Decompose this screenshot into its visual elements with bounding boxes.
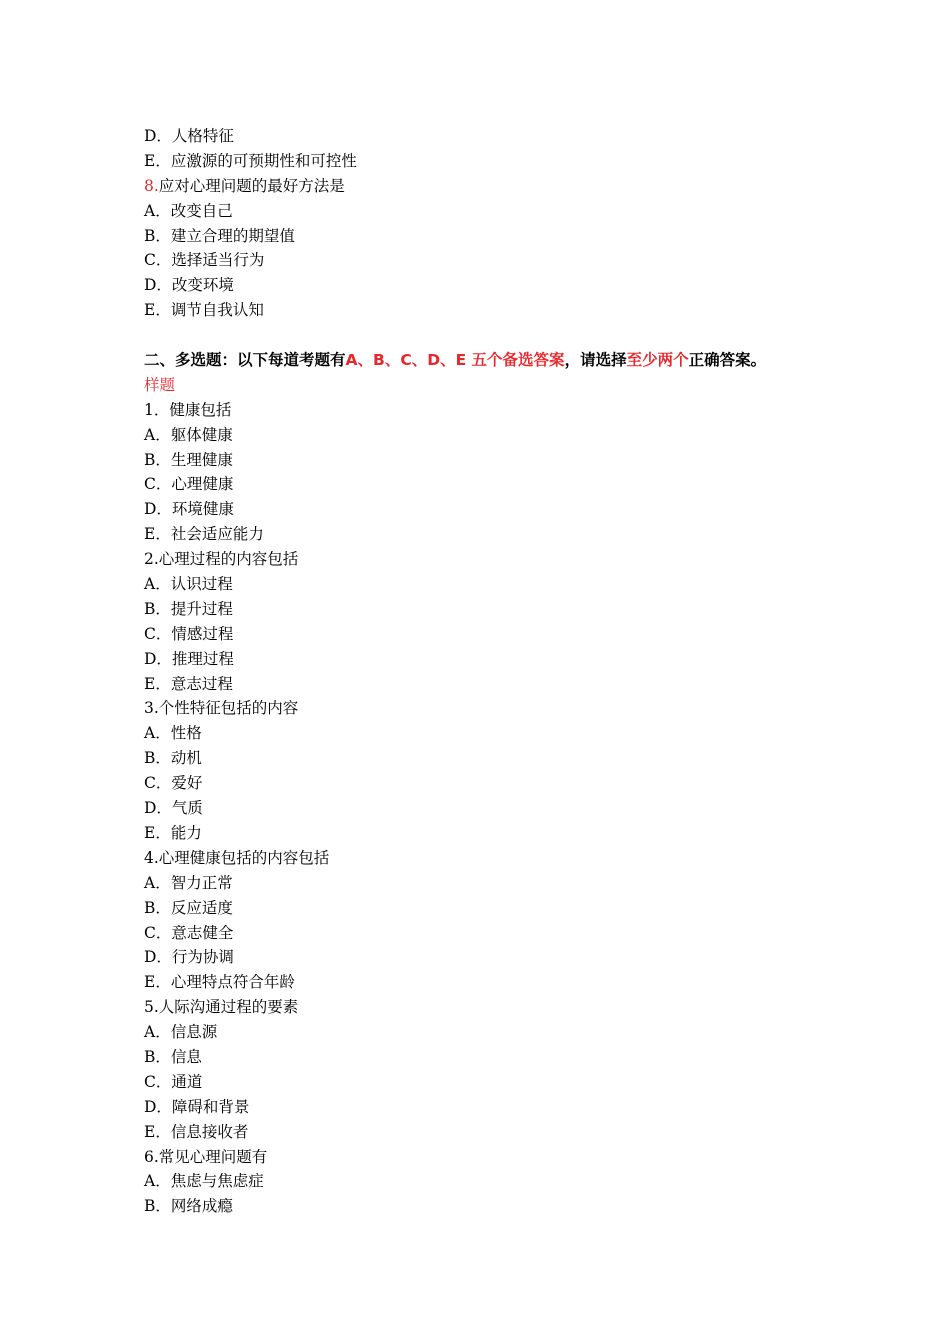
option-line: A．改变自己: [144, 201, 233, 220]
option-line: E．调节自我认知: [144, 301, 264, 320]
option-line: C．选择适当行为: [144, 251, 265, 270]
section-heading: [144, 348, 824, 373]
spacer: [144, 323, 824, 348]
option-line: E．信息接收者: [144, 1122, 249, 1141]
option-line: A．性格: [144, 724, 202, 743]
heading-part: ，请选择: [564, 351, 627, 370]
question-number: 8.: [144, 176, 159, 195]
question-block: [144, 846, 824, 995]
option-line: A．躯体健康: [144, 425, 233, 444]
option-line: C．心理健康: [144, 475, 234, 494]
option-line: C．通道: [144, 1072, 203, 1091]
option-line: B．网络成瘾: [144, 1197, 233, 1216]
option-line: E．能力: [144, 823, 202, 842]
option-line: D．环境健康: [144, 500, 234, 519]
document-content: [144, 124, 824, 1219]
sample-label: 样题: [144, 375, 176, 394]
option-line: D．改变环境: [144, 276, 234, 295]
question-title: 5.人际沟通过程的要素: [144, 998, 299, 1017]
option-line: D．人格特征: [144, 127, 234, 145]
option-line: A．信息源: [144, 1023, 218, 1042]
question-title: 2.心理过程的内容包括: [144, 550, 299, 569]
option-line: C．爱好: [144, 774, 203, 793]
option-line: B．信息: [144, 1047, 202, 1066]
heading-part-highlight: A、B、C、D、E 五个备选答案: [345, 351, 565, 370]
question-title: 6.常见心理问题有: [144, 1147, 268, 1166]
option-line: B．生理健康: [144, 450, 233, 469]
question-block: [144, 1145, 824, 1220]
option-line: B．动机: [144, 749, 202, 768]
heading-part: 正确答案。: [688, 351, 767, 370]
option-line: D．障碍和背景: [144, 1097, 250, 1116]
option-line: A．认识过程: [144, 575, 233, 594]
question-title: 1．健康包括: [144, 400, 232, 419]
option-line: E．应激源的可预期性和可控性: [144, 151, 357, 170]
option-line: E．意志过程: [144, 674, 233, 693]
question-block: [144, 995, 824, 1144]
question-block: [144, 398, 824, 547]
option-line: A．焦虑与焦虑症: [144, 1172, 264, 1191]
option-line: E．社会适应能力: [144, 525, 264, 544]
question-text: 应对心理问题的最好方法是: [158, 176, 345, 195]
option-line: D．气质: [144, 799, 203, 818]
option-line: C．情感过程: [144, 624, 234, 643]
question-title: 3.个性特征包括的内容: [144, 699, 299, 718]
question-title: [144, 174, 824, 199]
option-line: D．推理过程: [144, 649, 234, 668]
question-block: [144, 547, 824, 696]
option-line: B．建立合理的期望值: [144, 226, 295, 245]
option-line: D．行为协调: [144, 948, 234, 967]
option-line: E．心理特点符合年龄: [144, 973, 295, 992]
heading-part-highlight: 至少两个: [626, 351, 689, 370]
question-block: [144, 696, 824, 845]
option-line: B．反应适度: [144, 898, 233, 917]
option-line: B．提升过程: [144, 599, 233, 618]
option-line: C．意志健全: [144, 923, 234, 942]
option-line: A．智力正常: [144, 873, 233, 892]
heading-part: 二、多选题：以下每道考题有: [144, 351, 346, 370]
question-title: 4.心理健康包括的内容包括: [144, 848, 330, 867]
